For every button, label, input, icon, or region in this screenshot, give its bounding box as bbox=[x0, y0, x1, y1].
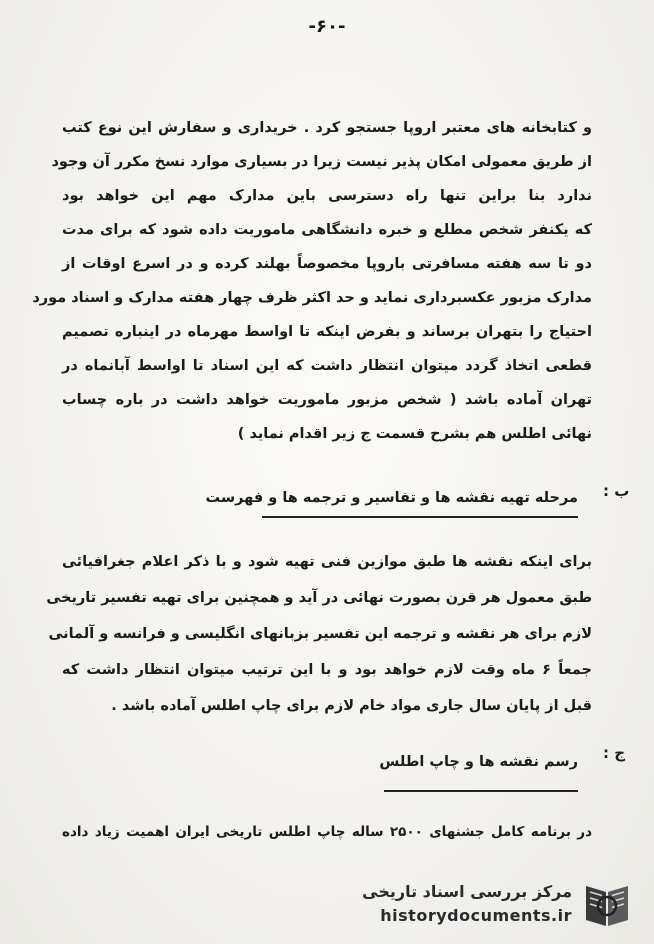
section-c-underline bbox=[384, 790, 578, 792]
paragraph-line: برای اینکه نقشه ها طبق موازین فنی تهیه شود و با ذکر اعلام جغرافیائی bbox=[62, 554, 592, 570]
paragraph-line: دو تا سه هفته مسافرتی باروپا مخصوصاً بهلند کرده و در اسرع اوقات از bbox=[62, 256, 592, 272]
watermark bbox=[362, 878, 634, 934]
paragraph-line: طبق معمول هر قرن بصورت نهائی در آید و همچنین برای تهیه تفسیر تاریخی bbox=[46, 590, 592, 606]
page-number: -۶۰- bbox=[308, 16, 346, 37]
section-b-underline bbox=[262, 516, 578, 518]
section-c-marker: ج : bbox=[603, 744, 626, 762]
paragraph-line: مدارک مزبور عکسبرداری نماید و حد اکثر ظرف چهار هفته مدارک و اسناد مورد bbox=[32, 290, 592, 306]
paragraph-line: قطعی اتخاذ گردد میتوان انتظار داشت که این اسناد تا اواسط آبانماه در bbox=[62, 358, 592, 374]
watermark-title: مرکز بررسی اسناد تاریخی bbox=[362, 882, 572, 901]
paragraph-line: نهائی اطلس هم بشرح قسمت ج زیر اقدام نماید ) bbox=[237, 426, 592, 442]
paragraph-line: در برنامه کامل جشنهای ۲۵۰۰ ساله چاپ اطلس تاریخی ایران اهمیت زیاد داده bbox=[62, 824, 592, 840]
paragraph-line: و کتابخانه های معتبر اروپا جستجو کرد . خریداری و سفارش این نوع کتب bbox=[62, 120, 592, 136]
paragraph-line: احتیاج را بتهران برساند و بفرض اینکه تا اواسط مهرماه در اینباره تصمیم bbox=[62, 324, 592, 340]
paragraph-line: ندارد بنا براین تنها راه دسترسی باین مدارک مهم این خواهد بود bbox=[62, 188, 592, 204]
section-b-marker: ب : bbox=[603, 482, 630, 500]
section-b-title: مرحله تهیه نقشه ها و تفاسیر و ترجمه ها و فهرست bbox=[205, 490, 578, 506]
paragraph-line: قبل از پایان سال جاری مواد خام لازم برای چاپ اطلس آماده باشد . bbox=[111, 698, 592, 714]
document-book-logo-icon bbox=[580, 880, 634, 930]
section-c-title: رسم نقشه ها و چاپ اطلس bbox=[379, 754, 578, 770]
watermark-url: historydocuments.ir bbox=[380, 906, 572, 925]
paragraph-line: که یکنفر شخص مطلع و خبره دانشگاهی ماموریت داده شود که برای مدت bbox=[62, 222, 592, 238]
paragraph-line: لازم برای هر نقشه و ترجمه این تفسیر بزبانهای انگلیسی و فرانسه و آلمانی bbox=[48, 626, 592, 642]
paragraph-line: تهران آماده باشد ( شخص مزبور ماموریت خواهد داشت در باره چساب bbox=[62, 392, 592, 408]
paragraph-line: جمعاً ۶ ماه وقت لازم خواهد بود و با این ترتیب میتوان انتظار داشت که bbox=[62, 662, 592, 678]
paragraph-line: از طریق معمولی امکان پذیر نیست زیرا در بسیاری موارد نسخ مکرر آن وجود bbox=[51, 154, 592, 170]
